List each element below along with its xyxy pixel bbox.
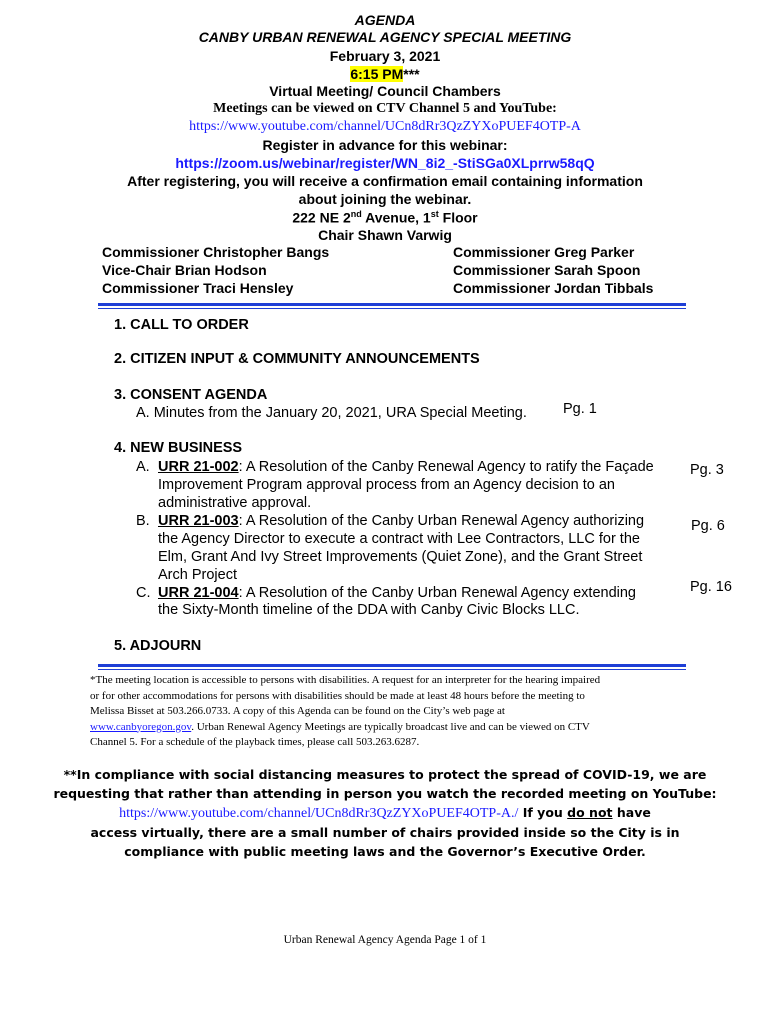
agenda-item-citizen-input: 2. CITIZEN INPUT & COMMUNITY ANNOUNCEMENTS	[114, 351, 480, 367]
youtube-recorded-link[interactable]: https://www.youtube.com/channel/UCn8dRr3QzZYXoPUEF4OTP-A./	[119, 806, 519, 821]
resolution-code-4c[interactable]: URR 21-004	[158, 585, 239, 601]
notice-line: *The meeting location is accessible to persons with disabilities. A request for an interpreter for the hearing impaired	[90, 674, 601, 686]
confirm-line-1: After registering, you will receive a confirmation email containing information	[127, 173, 643, 189]
agenda-item-4b-letter: B.	[136, 513, 150, 529]
covid-text: have	[612, 805, 651, 820]
address-sup: st	[430, 209, 439, 219]
address-part: Avenue, 1	[361, 209, 431, 226]
page-ref-4b: Pg. 6	[691, 518, 725, 534]
divider-bottom	[98, 664, 686, 667]
viewing-info: Meetings can be viewed on CTV Channel 5 and YouTube:	[213, 101, 557, 116]
covid-line: requesting that rather than attending in person you watch the recorded meeting on YouTube:	[53, 786, 717, 801]
notice-text: . Urban Renewal Agency Meetings are typically broadcast live and can be viewed on CTV	[191, 720, 590, 733]
agenda-item-4c-letter: C.	[136, 585, 151, 601]
city-website-link[interactable]: www.canbyoregon.gov	[90, 720, 192, 733]
agenda-item-4b-line4: Arch Project	[158, 567, 237, 583]
meeting-time-value: 6:15 PM	[350, 66, 404, 82]
register-heading: Register in advance for this webinar:	[262, 137, 508, 153]
confirm-line-2: about joining the webinar.	[298, 191, 472, 207]
meeting-date: February 3, 2021	[329, 48, 441, 64]
resolution-text: : A Resolution of the Canby Renewal Agency to ratify the Façade	[238, 459, 654, 475]
youtube-link[interactable]: https://www.youtube.com/channel/UCn8dRr3QzZYXoPUEF4OTP-A	[189, 119, 581, 134]
page-ref-4c: Pg. 16	[690, 579, 732, 595]
agenda-item-4b-line3: Elm, Grant And Ivy Street Improvements (Quiet Zone), and the Grant Street	[158, 549, 643, 565]
agenda-item-4a-line3: administrative approval.	[158, 495, 312, 511]
agenda-item-consent: 3. CONSENT AGENDA	[114, 387, 268, 403]
resolution-text: : A Resolution of the Canby Urban Renewal Agency authorizing	[238, 513, 645, 529]
notice-line	[90, 720, 690, 736]
covid-line: **In compliance with social distancing measures to protect the spread of COVID-19, we are	[63, 767, 707, 782]
agenda-item-4a-line2: Improvement Program approval process from an Agency decision to an	[158, 477, 615, 493]
notice-line: Melissa Bisset at 503.266.0733. A copy of this Agenda can be found on the City’s web page at	[90, 705, 505, 717]
address-sup: nd	[350, 209, 362, 219]
agenda-item-3a: A. Minutes from the January 20, 2021, URA Special Meeting.	[136, 405, 527, 421]
covid-notice	[0, 765, 770, 861]
divider-top	[98, 303, 686, 306]
page-ref-4a: Pg. 3	[690, 462, 724, 478]
agenda-heading: AGENDA	[354, 12, 416, 28]
zoom-link[interactable]: https://zoom.us/webinar/register/WN_8i2_-StiSGa0XLprrw58qQ	[175, 155, 595, 171]
agenda-item-4b-line2: the Agency Director to execute a contract with Lee Contractors, LLC for the	[158, 531, 640, 547]
commissioner-right-2: Commissioner Sarah Spoon	[453, 262, 641, 278]
divider-bottom-thin	[98, 669, 686, 670]
commissioner-left-1: Commissioner Christopher Bangs	[102, 244, 330, 260]
address	[0, 209, 770, 226]
agenda-item-new-business: 4. NEW BUSINESS	[114, 440, 243, 456]
agenda-item-4a-letter: A.	[136, 459, 150, 475]
commissioner-left-2: Vice-Chair Brian Hodson	[102, 262, 267, 278]
chair-name: Chair Shawn Varwig	[318, 227, 452, 243]
commissioner-right-1: Commissioner Greg Parker	[453, 244, 635, 260]
meeting-time-suffix: ***	[403, 66, 420, 82]
covid-line: compliance with public meeting laws and the Governor’s Executive Order.	[124, 844, 646, 859]
commissioner-right-3: Commissioner Jordan Tibbals	[453, 280, 654, 296]
agenda-item-adjourn: 5. ADJOURN	[114, 638, 202, 654]
resolution-text: : A Resolution of the Canby Urban Renewal Agency extending	[238, 585, 636, 601]
agenda-item-4b-line1	[158, 513, 644, 529]
meeting-time	[0, 66, 770, 82]
agenda-item-4a-line1	[158, 459, 654, 475]
address-part: 222 NE 2	[292, 209, 351, 226]
meeting-location: Virtual Meeting/ Council Chambers	[269, 83, 501, 99]
notice-line: or for other accommodations for persons with disabilities should be made at least 48 hours before the meeting to	[90, 689, 585, 702]
resolution-code-4b[interactable]: URR 21-003	[158, 513, 239, 529]
meeting-title: CANBY URBAN RENEWAL AGENCY SPECIAL MEETING	[198, 29, 572, 45]
agenda-item-4c-line2: the Sixty-Month timeline of the DDA with Canby Civic Blocks LLC.	[158, 602, 580, 618]
notice-line: Channel 5. For a schedule of the playback times, please call 503.263.6287.	[90, 736, 420, 748]
accessibility-notice	[90, 673, 690, 751]
resolution-code-4a[interactable]: URR 21-002	[158, 459, 239, 475]
commissioner-left-3: Commissioner Traci Hensley	[102, 280, 294, 296]
agenda-item-call-to-order: 1. CALL TO ORDER	[114, 317, 249, 333]
divider-top-thin	[98, 308, 686, 309]
covid-line: access virtually, there are a small number of chairs provided inside so the City is in	[90, 825, 680, 840]
covid-text-underlined: do not	[567, 805, 613, 820]
agenda-item-4c-line1	[158, 585, 636, 601]
covid-line	[0, 803, 770, 823]
address-part: Floor	[438, 209, 478, 226]
page-ref-3a: Pg. 1	[563, 401, 597, 417]
page-footer: Urban Renewal Agency Agenda Page 1 of 1	[283, 934, 487, 946]
covid-text: If you	[518, 805, 568, 820]
